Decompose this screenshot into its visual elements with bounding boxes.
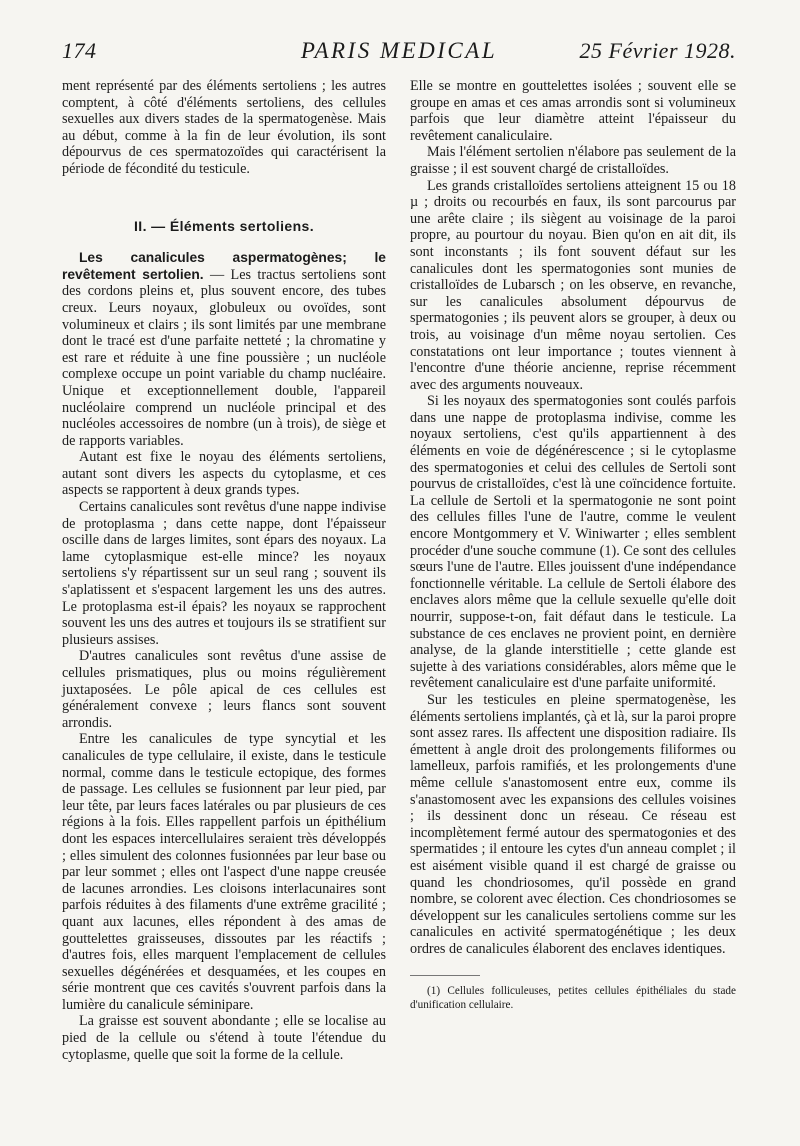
paragraph: Elle se montre en gouttelettes isolées ; souvent elle se groupe en amas et ces amas arrondis sont si volumineux parfois que leur diamètre atteint l'épaisseur du revêtement canaliculaire. <box>410 78 736 144</box>
paragraph: Entre les canalicules de type syncytial et les canalicules de type cellulaire, il existe, dans le testicule normal, comme dans le testicule ectopique, des formes de passage. Les cellules se fusionnent par leur pied, par leur tête, par leurs faces latérales ou par plusieurs de ces régions à la fois. Elles rappellent parfois un épithélium dont les espaces intercellulaires seraient très développés ; elles simulent des colonnes fusionnées par leur base ou par leur sommet ; elles ont l'aspect d'une nappe creusée de lacunes arrondies. Les cloisons interlacunaires sont parfois réduites à des filaments d'une extrême gracilité ; quant aux lacunes, elles répondent à des amas de gouttelettes graisseuses, dissoutes par les réactifs ; d'autres fois, elles marquent l'emplacement de cellules sexuelles dégénérées et desquamées, et les coupes en série montrent que ces cavités s'ouvrent parfois dans la lumière du canalicule séminipare. <box>62 731 386 1013</box>
paragraph: Mais l'élément sertolien n'élabore pas seulement de la graisse ; il est souvent chargé de cristalloïdes. <box>410 144 736 177</box>
paragraph: D'autres canalicules sont revêtus d'une assise de cellules prismatiques, plus ou moins régulièrement juxtaposées. Le pôle apical de ces cellules est généralement convexe ; leurs flancs sont souvent arrondis. <box>62 648 386 731</box>
paragraph: Certains canalicules sont revêtus d'une nappe indivise de protoplasma ; dans cette nappe, dont l'épaisseur oscille dans de larges limites, sont épars des noyaux. La lame cytoplasmique est-elle mince? les noyaux sertoliens s'y répartissent sur un seul rang ; souvent ils s'aplatissent et s'espacent largement les uns des autres. Le protoplasma est-il épais? les noyaux se rapprochent souvent les uns des autres et toujours ils se stratifient sur plusieurs assises. <box>62 499 386 648</box>
paragraph: ment représenté par des éléments sertoliens ; les autres comptent, à côté d'éléments sertoliens, des cellules sexuelles aux divers stades de la spermatogenèse. Mais au début, comme à la fin de leur évolution, ils sont dépourvus de ces spermatozoïdes qui caractérisent la période de fécondité du testicule. <box>62 78 386 177</box>
paragraph-subheading: Les canalicules aspermatogènes; le revêtement sertolien. <box>62 250 386 282</box>
page-number: 174 <box>62 38 97 63</box>
paragraph-text: — Les tractus sertoliens sont des cordons pleins et, plus souvent encore, des tubes creux. Leurs noyaux, globuleux ou ovoïdes, sont volumineux et clairs ; ils sont limités par une membrane dont le tracé est d'une parfaite netteté ; la chromatine y est rare et réduite à une fine poussière ; un nucléole complexe occupe un point variable du champ nucléaire. Unique et exceptionnellement double, l'appareil nucléolaire comprend un nucléole principal et des nucléoles accessoires de nombre (un à trois), de siège et de rapports variables. <box>62 266 387 449</box>
issue-date: 25 Février 1928. <box>579 38 736 63</box>
page-header <box>62 38 736 70</box>
paragraph: Les grands cristalloïdes sertoliens atteignent 15 ou 18 µ ; droits ou recourbés en faux, ils sont parcourus par une arête claire ; ils siègent au voisinage de la paroi propre, au pourtour du noyau. Bien qu'on en ait dit, ils sont inconstants ; ils font souvent défaut sur les canalicules dont les spermatogonies sont munies de cristalloïdes de Lubarsch ; on les observe, en revanche, sur les canalicules absolument dépourvus de spermatogonies ; ils peuvent alors se grouper, à deux ou trois, au voisinage d'un même noyau sertolien. Ces constatations ont leur importance ; toutes viennent à l'encontre d'une théorie ancienne, reprise récemment avec des arguments nouveaux. <box>410 177 736 393</box>
paragraph <box>62 250 386 449</box>
paragraph: La graisse est souvent abondante ; elle se localise au pied de la cellule ou s'étend à toute l'étendue du cytoplasme, quelle que soit la forme de la cellule. <box>62 1013 386 1063</box>
section-heading: II. — Éléments sertoliens. <box>133 217 314 234</box>
paragraph: Si les noyaux des spermatogonies sont coulés parfois dans une nappe de protoplasma indivise, comme les noyaux sertoliens, c'est qu'ils appartiennent à des éléments en voie de dégénérescence ; si le cytoplasme des spermatogonies et celui des cellules de Sertoli sont pourvus de cristalloïdes, c'est là une coïncidence fortuite. La cellule de Sertoli et la spermatogonie ne sont point des cellules filles l'une de l'autre, comme le veulent encore Montgommery et V. Winiwarter ; elles semblent procéder d'une souche commune (1). Ce sont des cellules sœurs l'une de l'autre. Elles jouissent d'une indépendance fonctionnelle véritable. La cellule de Sertoli élabore des enclaves alors même que la cellule sexuelle qu'elle doit nourrir, suppose-t-on, fait défaut dans le testicule. La substance de ces enclaves ne provient point, en dernière analyse, de la glande interstitielle ; cette glande est sujette à des variations considérables, alors même que le revêtement canaliculaire est d'une parfaite uniformité. <box>410 393 736 692</box>
paragraph: Autant est fixe le noyau des éléments sertoliens, autant sont divers les aspects du cytoplasme, et ces aspects se rapportent à deux grands types. <box>62 449 386 499</box>
footnote: (1) Cellules folliculeuses, petites cellules épithéliales du stade d'unification cellulaire. <box>410 985 736 1012</box>
right-column <box>410 78 736 1012</box>
paragraph: Sur les testicules en pleine spermatogenèse, les éléments sertoliens implantés, çà et là, sur la paroi propre sont assez rares. Ils affectent une disposition radiaire. Ils émettent à angle droit des prolongements filiformes ou lamelleux, parfois ramifiés, et les prolongements d'une même cellule s'anastomosent entre eux, comme ils s'anastomosent avec les expansions des cellules voisines ; ils dessinent donc un réseau. Ce réseau est incomplètement fermé autour des spermatogonies et des spermatides ; il entoure les cytes d'un anneau complet ; il est aisément visible quand il est chargé de graisse ou quand les chondriosomes, qu'il possède en grand nombre, se colorent avec élection. Ces chondriosomes se développent sur les canalicules sertoliens comme sur les canalicules en activité spermatogénétique ; les deux ordres de canalicules élaborent des enclaves identiques. <box>410 691 736 957</box>
left-column <box>62 78 386 1063</box>
footnote-divider <box>410 975 480 976</box>
journal-title: PARIS MEDICAL <box>300 38 498 63</box>
